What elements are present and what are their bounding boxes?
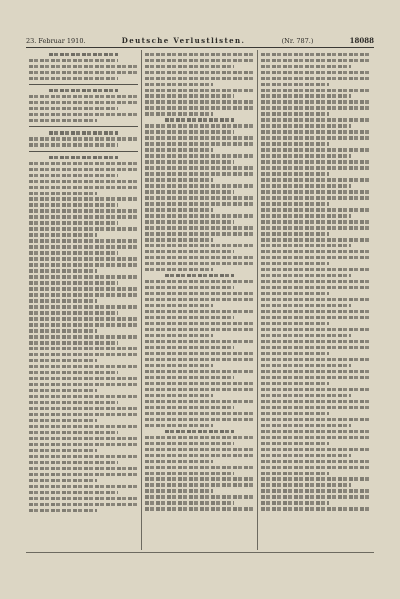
text-line	[261, 202, 329, 205]
text-line	[29, 101, 138, 104]
text-line	[145, 77, 254, 80]
section-heading	[49, 53, 119, 56]
text-line	[29, 257, 138, 260]
text-line	[145, 412, 254, 415]
text-line	[29, 77, 118, 80]
text-line	[261, 112, 329, 115]
text-line	[261, 244, 351, 247]
text-line	[29, 443, 138, 446]
text-line	[261, 340, 371, 343]
text-line	[261, 184, 351, 187]
text-line	[145, 316, 234, 319]
text-line	[261, 436, 371, 439]
text-line	[29, 107, 118, 110]
column-right	[258, 50, 374, 550]
text-line	[145, 328, 254, 331]
text-line	[261, 483, 351, 486]
text-line	[29, 137, 138, 140]
text-line	[145, 89, 254, 92]
text-line	[29, 168, 138, 171]
section-heading	[165, 430, 235, 433]
text-line	[261, 292, 329, 295]
text-line	[261, 394, 351, 397]
text-line	[261, 268, 371, 271]
text-line	[261, 501, 329, 504]
text-line	[29, 251, 118, 254]
text-line	[29, 401, 118, 404]
text-line	[261, 370, 371, 373]
text-line	[29, 485, 138, 488]
text-line	[261, 208, 371, 211]
text-line	[261, 400, 371, 403]
text-line	[145, 286, 234, 289]
text-line	[29, 215, 138, 218]
text-line	[261, 418, 371, 421]
text-line	[29, 467, 138, 470]
text-line	[145, 244, 254, 247]
text-line	[145, 196, 254, 199]
text-line	[29, 293, 138, 296]
text-line	[145, 460, 213, 463]
text-line	[29, 437, 138, 440]
text-line	[29, 221, 118, 224]
text-line	[145, 71, 254, 74]
text-line	[29, 275, 138, 278]
text-line	[29, 455, 138, 458]
text-line	[145, 352, 254, 355]
text-line	[29, 431, 118, 434]
text-line	[29, 209, 138, 212]
text-line	[261, 214, 351, 217]
text-line	[145, 340, 254, 343]
text-line	[145, 472, 234, 475]
text-line	[145, 130, 234, 133]
text-line	[261, 178, 371, 181]
text-line	[29, 233, 97, 236]
text-line	[145, 154, 254, 157]
text-line	[261, 136, 371, 139]
text-line	[261, 507, 371, 510]
text-line	[261, 262, 329, 265]
text-line	[145, 454, 254, 457]
text-line	[145, 59, 254, 62]
section-heading	[165, 118, 235, 121]
text-line	[29, 197, 138, 200]
text-line	[261, 118, 371, 121]
text-line	[261, 65, 351, 68]
text-line	[261, 220, 371, 223]
text-line	[145, 208, 213, 211]
text-line	[261, 322, 329, 325]
text-line	[29, 341, 118, 344]
text-line	[29, 65, 138, 68]
text-line	[145, 232, 254, 235]
text-line	[261, 274, 351, 277]
text-line	[261, 106, 371, 109]
text-line	[261, 406, 371, 409]
text-line	[261, 460, 371, 463]
text-line	[29, 113, 138, 116]
text-line	[261, 154, 351, 157]
text-line	[145, 94, 234, 97]
text-line	[145, 346, 234, 349]
text-line	[145, 501, 234, 504]
page-header	[26, 36, 374, 46]
text-line	[261, 53, 371, 56]
header-date: 23. Februar 1910.	[26, 37, 86, 45]
text-line	[145, 166, 254, 169]
text-line	[29, 143, 118, 146]
section-divider	[29, 126, 138, 127]
text-line	[261, 382, 329, 385]
text-line	[29, 371, 118, 374]
text-line	[145, 322, 254, 325]
text-line	[29, 227, 138, 230]
text-line	[145, 334, 213, 337]
text-line	[261, 448, 371, 451]
text-line	[145, 172, 254, 175]
text-line	[261, 388, 371, 391]
text-line	[29, 359, 97, 362]
text-line	[261, 232, 329, 235]
text-line	[29, 377, 138, 380]
text-line	[29, 503, 138, 506]
text-line	[261, 430, 371, 433]
text-columns	[26, 50, 374, 550]
text-line	[261, 346, 371, 349]
text-line	[29, 59, 118, 62]
text-line	[29, 119, 97, 122]
text-line	[29, 383, 138, 386]
text-line	[261, 148, 371, 151]
text-line	[261, 280, 371, 283]
text-line	[29, 71, 138, 74]
header-title: Deutsche Verlustlisten.	[121, 36, 246, 45]
text-line	[29, 389, 97, 392]
text-line	[29, 305, 138, 308]
text-line	[29, 186, 138, 189]
text-line	[261, 238, 371, 241]
text-line	[145, 418, 254, 421]
text-line	[261, 59, 371, 62]
text-line	[145, 256, 254, 259]
text-line	[145, 100, 254, 103]
text-line	[261, 286, 371, 289]
text-line	[261, 172, 329, 175]
text-line	[145, 489, 213, 492]
text-line	[145, 388, 254, 391]
text-line	[261, 495, 371, 498]
text-line	[145, 483, 254, 486]
text-line	[29, 419, 97, 422]
text-line	[261, 130, 371, 133]
text-line	[145, 507, 254, 510]
text-line	[145, 442, 234, 445]
text-line	[145, 184, 254, 187]
text-line	[145, 136, 254, 139]
text-line	[145, 220, 234, 223]
text-line	[145, 292, 254, 295]
text-line	[29, 425, 138, 428]
text-line	[29, 407, 138, 410]
text-line	[29, 413, 138, 416]
text-line	[29, 162, 138, 165]
text-line	[29, 497, 138, 500]
text-line	[29, 317, 138, 320]
text-line	[29, 263, 138, 266]
text-line	[29, 365, 138, 368]
text-line	[29, 335, 138, 338]
text-line	[261, 166, 371, 169]
text-line	[29, 347, 138, 350]
text-line	[261, 304, 351, 307]
text-line	[29, 491, 118, 494]
text-line	[261, 489, 371, 492]
text-line	[261, 412, 329, 415]
text-line	[29, 192, 97, 195]
text-line	[145, 477, 254, 480]
text-line	[261, 124, 351, 127]
text-line	[145, 106, 254, 109]
text-line	[261, 364, 351, 367]
text-line	[145, 304, 213, 307]
text-line	[261, 442, 329, 445]
text-line	[145, 280, 254, 283]
text-line	[145, 238, 213, 241]
text-line	[145, 250, 234, 253]
text-line	[145, 495, 254, 498]
text-line	[145, 376, 234, 379]
text-line	[29, 180, 138, 183]
text-line	[145, 124, 254, 127]
text-line	[145, 83, 213, 86]
text-line	[145, 65, 234, 68]
text-line	[29, 479, 97, 482]
text-line	[29, 461, 118, 464]
text-line	[29, 473, 138, 476]
text-line	[261, 298, 371, 301]
text-line	[261, 77, 371, 80]
text-line	[145, 178, 213, 181]
text-line	[261, 477, 371, 480]
section-divider	[29, 151, 138, 152]
text-line	[261, 83, 329, 86]
text-line	[145, 190, 234, 193]
text-line	[145, 214, 254, 217]
text-line	[261, 376, 371, 379]
text-line	[261, 358, 371, 361]
text-line	[145, 448, 254, 451]
text-line	[261, 100, 371, 103]
text-line	[145, 382, 254, 385]
text-line	[29, 203, 118, 206]
text-line	[145, 364, 213, 367]
text-line	[261, 334, 351, 337]
text-line	[261, 94, 351, 97]
text-line	[261, 160, 371, 163]
text-line	[145, 262, 254, 265]
text-line	[29, 329, 97, 332]
text-line	[261, 310, 371, 313]
text-line	[261, 142, 329, 145]
text-line	[29, 239, 138, 242]
text-line	[145, 394, 213, 397]
section-heading	[49, 89, 119, 92]
text-line	[261, 454, 351, 457]
text-line	[261, 466, 371, 469]
text-line	[145, 226, 254, 229]
text-line	[29, 509, 97, 512]
text-line	[145, 298, 254, 301]
text-line	[29, 95, 138, 98]
section-heading	[165, 274, 235, 277]
footer-rule	[26, 552, 374, 553]
section-heading	[49, 131, 119, 134]
column-left	[26, 50, 142, 550]
text-line	[261, 472, 329, 475]
text-line	[29, 174, 118, 177]
text-line	[261, 328, 371, 331]
text-line	[145, 310, 254, 313]
text-line	[29, 395, 138, 398]
text-line	[29, 311, 118, 314]
text-line	[145, 400, 254, 403]
text-line	[29, 287, 138, 290]
text-line	[29, 449, 97, 452]
text-line	[29, 281, 118, 284]
text-line	[145, 370, 254, 373]
text-line	[145, 160, 234, 163]
text-line	[29, 323, 138, 326]
text-line	[261, 190, 371, 193]
column-middle	[142, 50, 258, 550]
text-line	[145, 406, 234, 409]
text-line	[261, 71, 371, 74]
text-line	[261, 352, 329, 355]
text-line	[29, 269, 97, 272]
text-line	[145, 268, 213, 271]
text-line	[29, 299, 97, 302]
header-issue: (Nr. 787.)	[281, 37, 314, 45]
page-number: 18088	[349, 36, 374, 45]
text-line	[261, 89, 371, 92]
text-line	[261, 196, 371, 199]
text-line	[145, 148, 213, 151]
text-line	[29, 353, 138, 356]
text-line	[261, 226, 371, 229]
text-line	[261, 256, 371, 259]
section-heading	[49, 156, 119, 159]
text-line	[261, 424, 351, 427]
section-divider	[29, 84, 138, 85]
text-line	[145, 112, 213, 115]
header-rule	[26, 47, 374, 48]
text-line	[145, 466, 254, 469]
text-line	[145, 436, 254, 439]
text-line	[261, 250, 371, 253]
text-line	[145, 424, 213, 427]
text-line	[29, 245, 138, 248]
text-line	[145, 142, 254, 145]
text-line	[145, 53, 254, 56]
text-line	[261, 316, 371, 319]
text-line	[145, 358, 254, 361]
text-line	[145, 202, 254, 205]
